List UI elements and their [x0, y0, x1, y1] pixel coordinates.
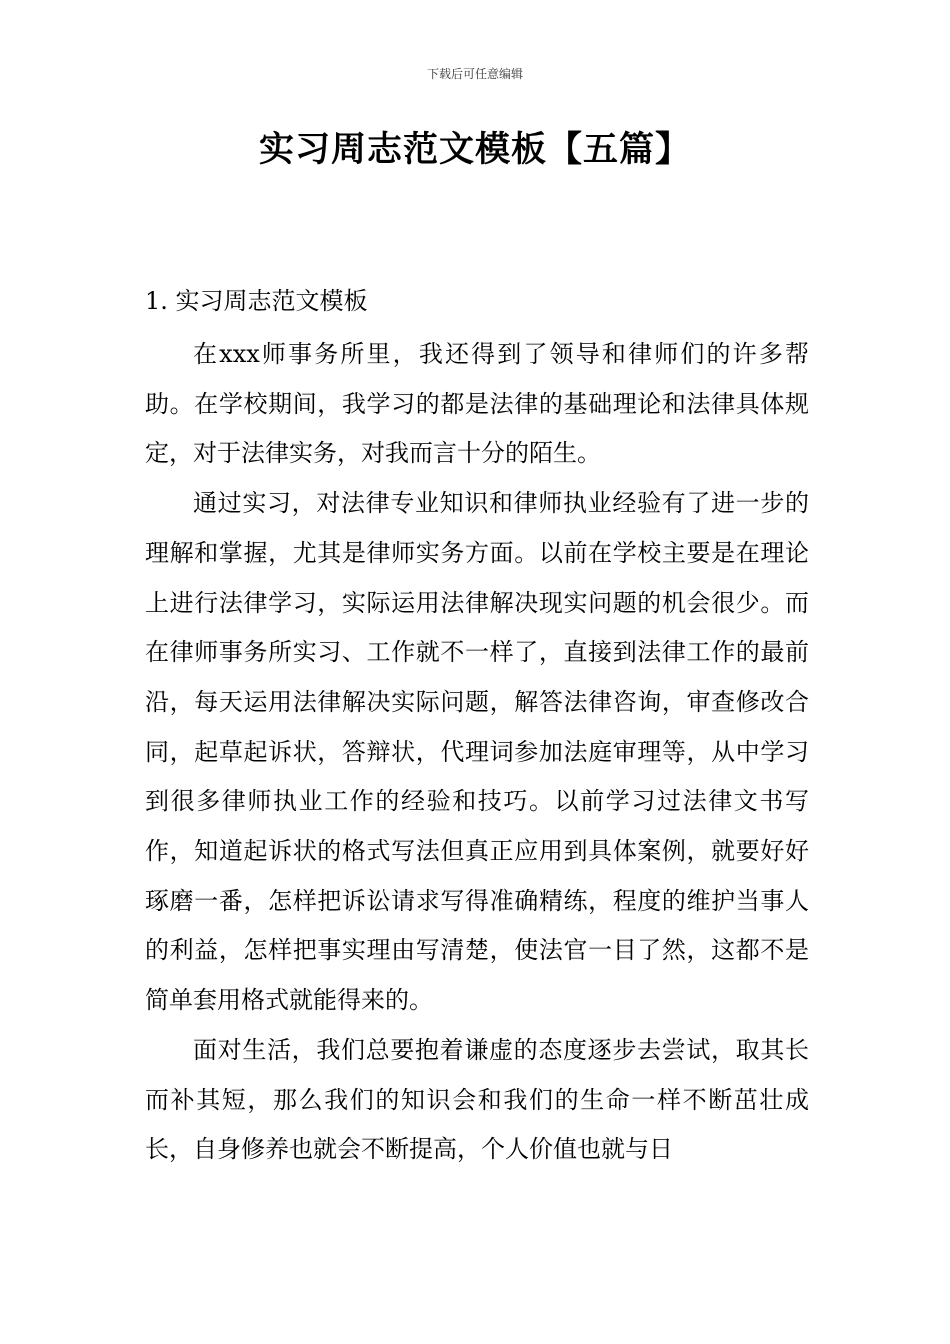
header-note: 下载后可任意编辑: [426, 67, 523, 81]
section-heading: 1. 实习周志范文模板: [145, 287, 368, 315]
paragraph: 在xxx师事务所里，我还得到了领导和律师们的许多帮助。在学校期间，我学习的都是法律的基础理论和法律具体规定，对于法律实务，对我而言十分的陌生。: [145, 340, 809, 468]
paragraph: 通过实习，对法律专业知识和律师执业经验有了进一步的理解和掌握，尤其是律师实务方面。以前在学校主要是在理论上进行法律学习，实际运用法律解决现实问题的机会很少。而在律师事务所实习、工作就不一样了，直接到法律工作的最前沿，每天运用法律解决实际问题，解答法律咨询，审查修改合同，起草起诉状，答辩状，代理词参加法庭审理等，从中学习到很多律师执业工作的经验和技巧。以前学习过法律文书写作，知道起诉状的格式写法但真正应用到具体案例，就要好好琢磨一番，怎样把诉讼请求写得准确精练，程度的维护当事人的利益，怎样把事实理由写清楚，使法官一目了然，这都不是简单套用格式就能得来的。: [145, 489, 809, 1015]
document-title: 实习周志范文模板【五篇】: [258, 129, 691, 170]
paragraph: 面对生活，我们总要抱着谦虚的态度逐步去尝试，取其长而补其短，那么我们的知识会和我们的生命一样不断茁壮成长，自身修养也就会不断提高，个人价值也就与日: [145, 1035, 809, 1164]
document-body: [145, 330, 809, 1175]
